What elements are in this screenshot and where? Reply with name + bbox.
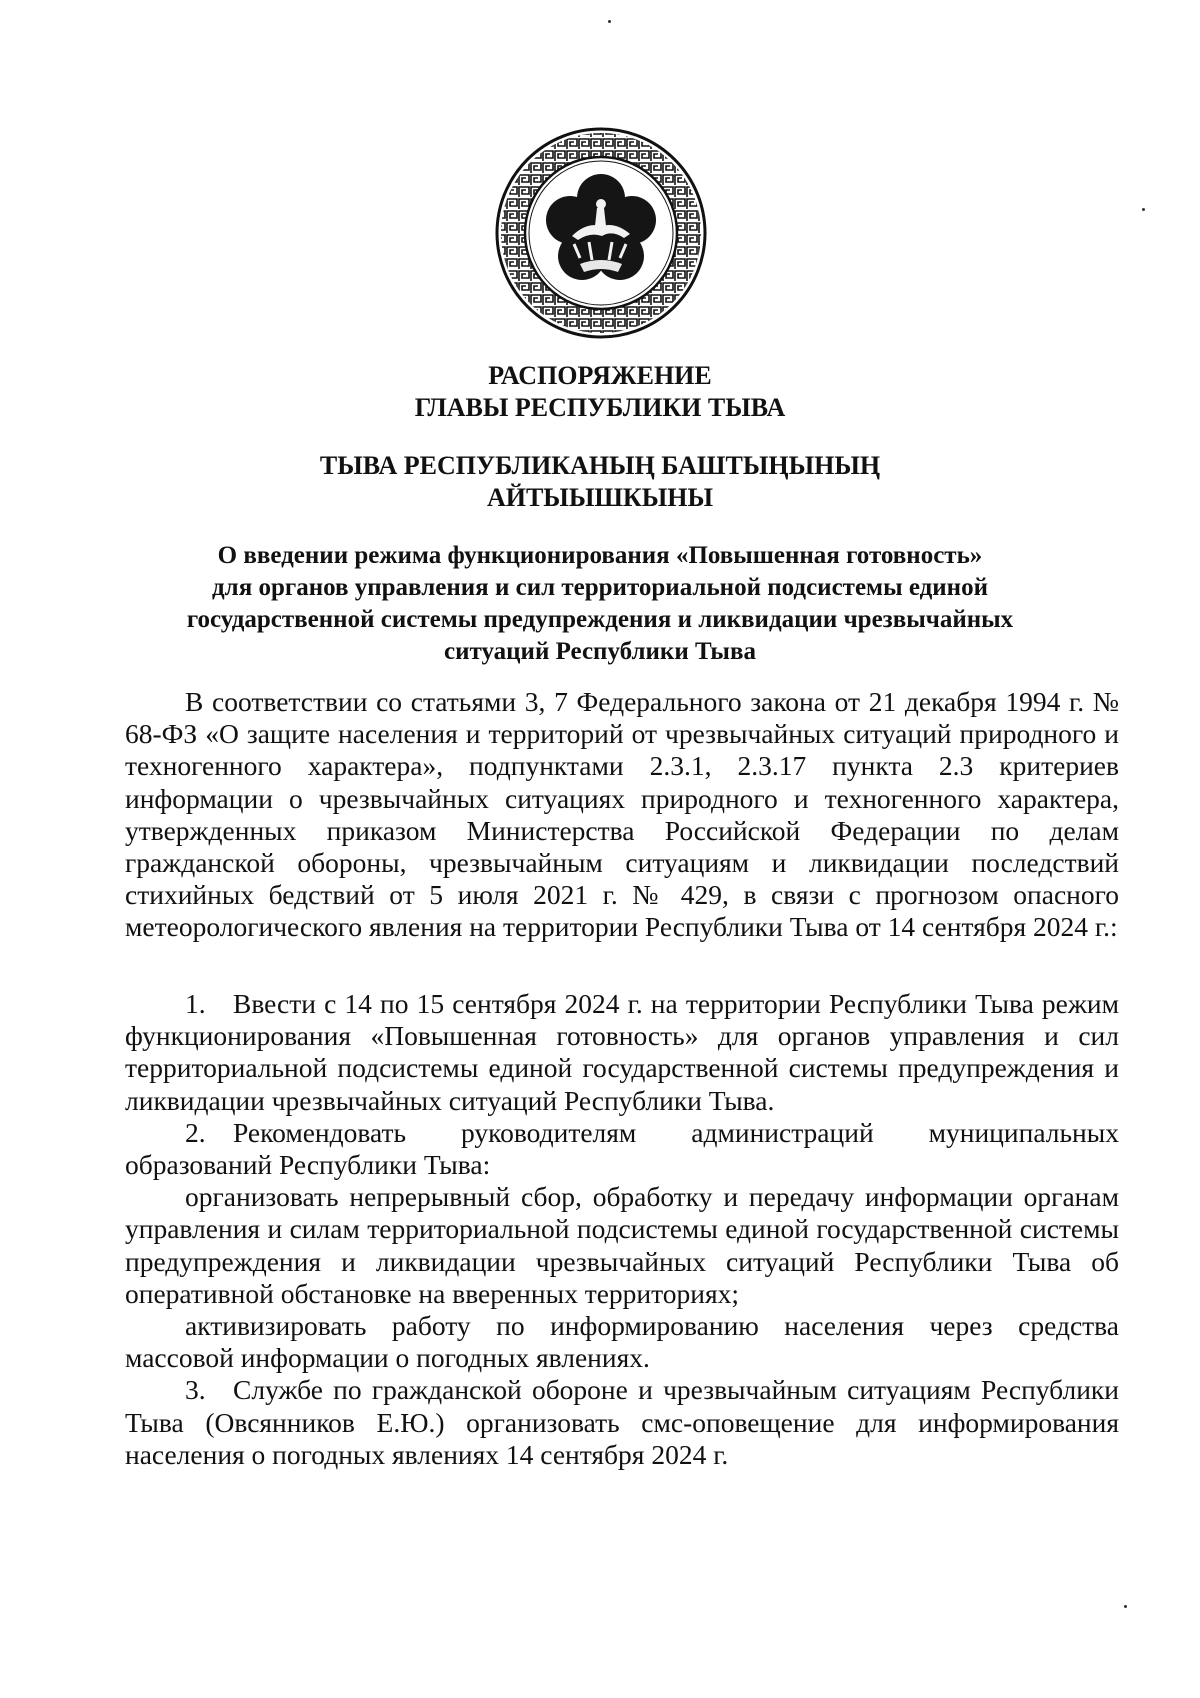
title-tyvan-line-1: ТЫВА РЕСПУБЛИКАНЫҢ БАШТЫҢЫНЫҢ — [319, 451, 881, 480]
preamble-block — [125, 686, 1119, 944]
item-1-number: 1. — [185, 988, 206, 1019]
item-1-text: Ввести с 14 по 15 сентября 2024 г. на территории Республики Тыва режим функционирования «Повышенная готовность» для органов управления и сил территориальной подсистемы единой государственной системы предупреждения и ликвидации чрезвычайных ситуаций Республики Тыва. — [125, 988, 1119, 1116]
items-block — [125, 988, 1119, 1471]
document-subject — [0, 540, 1200, 668]
subject-line-1: О введении режима функционирования «Повышенная готовность» — [217, 542, 983, 569]
item-2-subitem-2: активизировать работу по информированию населения через средства массовой информации о погодных явлениях. — [125, 1310, 1119, 1374]
item-2 — [125, 1117, 1119, 1181]
scan-speck — [1142, 208, 1145, 211]
title-russian-line-2: ГЛАВЫ РЕСПУБЛИКИ ТЫВА — [414, 393, 786, 422]
title-russian — [0, 360, 1200, 424]
item-1 — [125, 988, 1119, 1117]
item-2-number: 2. — [185, 1116, 206, 1148]
subject-line-2: для органов управления и сил территориальной подсистемы единой — [212, 574, 988, 601]
scan-speck — [608, 20, 611, 23]
title-tyvan-line-2: АЙТЫЫШКЫНЫ — [486, 483, 714, 512]
preamble-paragraph: В соответствии со статьями 3, 7 Федерального закона от 21 декабря 1994 г. № 68-ФЗ «О защите населения и территорий от чрезвычайных ситуаций природного и техногенного характера», подпунктами 2.3.1, 2.3.17 пункта 2.3 критериев информации о чрезвычайных ситуациях природного и техногенного характера, утвержденных приказом Министерства Российской Федерации по делам гражданской обороны, чрезвычайным ситуациям и ликвидации последствий стихийных бедствий от 5 июля 2021 г. № 429, в связи с прогнозом опасного метеорологического явления на территории Республики Тыва от 14 сентября 2024 г.: — [125, 686, 1119, 943]
coat-of-arms-emblem — [494, 126, 708, 340]
item-3-number: 3. — [185, 1374, 206, 1406]
item-2-subitem-1: организовать непрерывный сбор, обработку и передачу информации органам управления и силам территориальной подсистемы единой государственной системы предупреждения и ликвидации чрезвычайных ситуаций Республики Тыва об оперативной обстановке на вверенных территориях; — [125, 1181, 1119, 1309]
item-3-text: Службе по гражданской обороне и чрезвычайным ситуациям Республики Тыва (Овсянников Е.Ю.) организовать смс-оповещение для информирования населения о погодных явлениях 14 сентября 2024 г. — [125, 1374, 1119, 1470]
title-tyvan — [0, 450, 1200, 514]
title-russian-line-1: РАСПОРЯЖЕНИЕ — [488, 361, 712, 390]
subject-line-3: государственной системы предупреждения и ликвидации чрезвычайных — [186, 606, 1014, 633]
item-3 — [125, 1374, 1119, 1471]
item-2-text: Рекомендовать руководителям администраций муниципальных образований Республики Тыва: — [125, 1116, 1119, 1181]
scan-speck — [1124, 1605, 1127, 1608]
subject-line-4: ситуаций Республики Тыва — [444, 638, 756, 665]
